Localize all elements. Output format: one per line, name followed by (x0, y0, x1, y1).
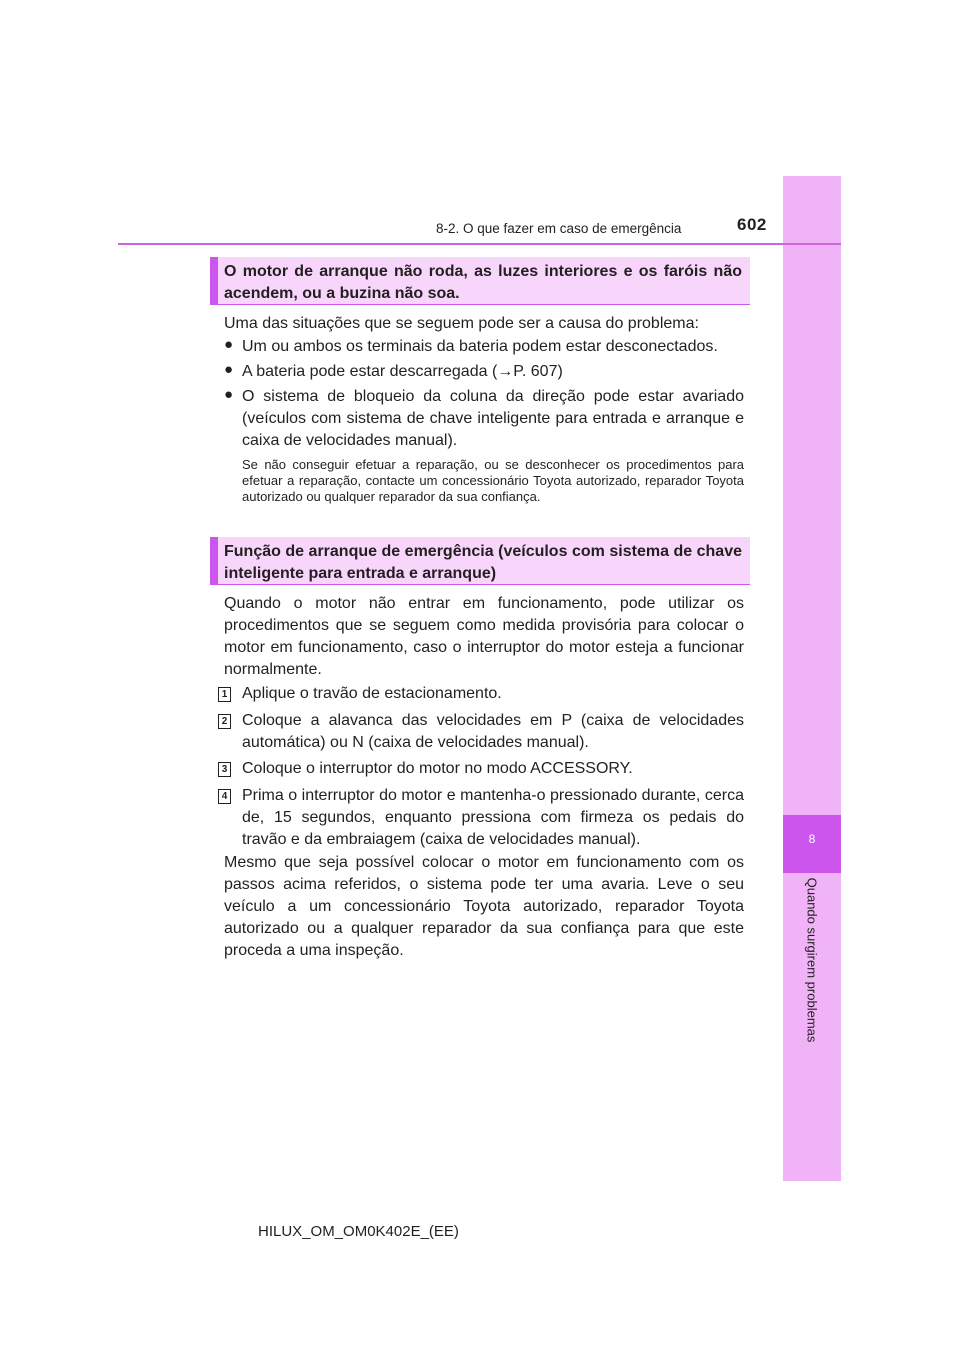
list-item (224, 386, 744, 452)
step-number-2: 2 (218, 714, 231, 729)
bullet-text: O sistema de bloqueio da coluna da direção pode estar avariado (veículos com sistema de chave inteligente para entrada e arranque e caixa de velocidades manual). (242, 388, 744, 449)
step-number-3: 3 (218, 762, 231, 777)
section1-note: Se não conseguir efetuar a reparação, ou se desconhecer os procedimentos para efetuar a reparação, contacte um concessionário Toyota autorizado, reparador Toyota autorizado ou qualquer reparador da sua confiança. (242, 457, 744, 504)
section1-bullet-list (224, 336, 744, 452)
section1-heading: O motor de arranque não roda, as luzes interiores e os faróis não acendem, ou a buzina não soa. (210, 257, 750, 305)
step-number-1: 1 (218, 687, 231, 702)
chapter-title: Quando surgirem problemas (804, 877, 820, 1043)
step-text-3: Coloque o interruptor do motor no modo ACCESSORY. (242, 760, 633, 777)
section2-heading: Função de arranque de emergência (veículos com sistema de chave inteligente para entrada e arranque) (210, 537, 750, 585)
step-text-2: Coloque a alavanca das velocidades em P (caixa de velocidades automática) ou N (caixa de velocidades manual). (242, 712, 744, 751)
list-item (224, 336, 744, 358)
section-title: 8-2. O que fazer em caso de emergência (436, 221, 682, 236)
bullet-text: Um ou ambos os terminais da bateria podem estar desconectados. (242, 338, 718, 355)
bullet-icon: ● (224, 386, 234, 403)
section2-intro: Quando o motor não entrar em funcionamento, pode utilizar os procedimentos que se seguem como medida provisória para colocar o motor em funcionamento, caso o interruptor do motor esteja a funcionar normalmente. (224, 595, 744, 678)
page-number: 602 (737, 215, 767, 234)
bullet-text: A bateria pode estar descarregada (→P. 607) (242, 363, 563, 380)
step-text-1: Aplique o travão de estacionamento. (242, 685, 502, 702)
chapter-number: 8 (808, 832, 816, 846)
footer-code: HILUX_OM_OM0K402E_(EE) (258, 1223, 459, 1240)
step-number-4: 4 (218, 789, 231, 804)
section1-intro: Uma das situações que se seguem pode ser a causa do problema: (224, 315, 699, 332)
step-text-4: Prima o interruptor do motor e mantenha-o pressionado durante, cerca de, 15 segundos, enquanto pressiona com firmeza os pedais do travão e da embraiagem (caixa de velocidades manual). (242, 787, 744, 848)
bullet-icon: ● (224, 336, 234, 353)
list-item (224, 361, 744, 383)
bullet-icon: ● (224, 361, 234, 378)
header-rule (118, 243, 841, 245)
section2-closing: Mesmo que seja possível colocar o motor em funcionamento com os passos acima referidos, o sistema pode ter uma avaria. Leve o seu veículo a um concessionário Toyota autorizado, reparador Toyota autorizado ou a qualquer reparador da sua confiança para que este proceda a uma inspeção. (224, 854, 744, 959)
